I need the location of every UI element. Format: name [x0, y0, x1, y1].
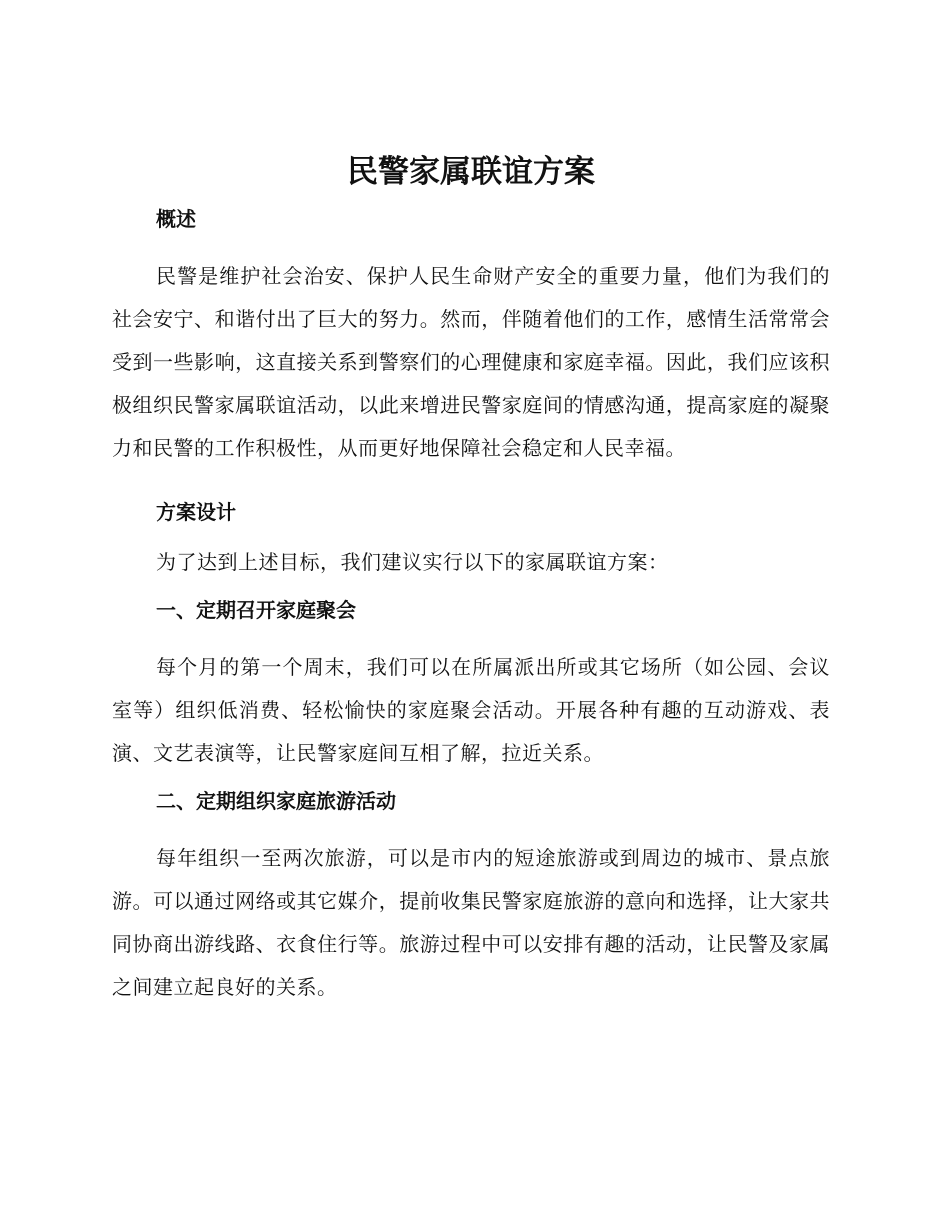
- paragraph-family-gathering: 每个月的第一个周末，我们可以在所属派出所或其它场所（如公园、会议室等）组织低消费、轻松愉快的家庭聚会活动。开展各种有趣的互动游戏、表演、文艺表演等，让民警家庭间互相了解，拉近关系。: [112, 655, 830, 765]
- paragraph-family-travel: 每年组织一至两次旅游，可以是市内的短途旅游或到周边的城市、景点旅游。可以通过网络或其它媒介，提前收集民警家庭旅游的意向和选择，让大家共同协商出游线路、衣食住行等。旅游过程中可以安排有趣的活动，让民警及家属之间建立起良好的关系。: [112, 846, 830, 999]
- section-heading-family-gathering: 一、定期召开家庭聚会: [156, 598, 356, 622]
- section-heading-overview: 概述: [156, 207, 196, 231]
- section-heading-design: 方案设计: [156, 500, 236, 524]
- paragraph-overview: 民警是维护社会治安、保护人民生命财产安全的重要力量，他们为我们的社会安宁、和谐付出了巨大的努力。然而，伴随着他们的工作，感情生活常常会受到一些影响，这直接关系到警察们的心理健康和家庭幸福。因此，我们应该积极组织民警家属联谊活动，以此来增进民警家庭间的情感沟通，提高家庭的凝聚力和民警的工作积极性，从而更好地保障社会稳定和人民幸福。: [112, 264, 830, 460]
- document-title: 民警家属联谊方案: [347, 154, 595, 190]
- document-body: [112, 150, 830, 1009]
- paragraph-design-intro: 为了达到上述目标，我们建议实行以下的家属联谊方案：: [156, 550, 669, 574]
- section-heading-family-travel: 二、定期组织家庭旅游活动: [156, 789, 396, 813]
